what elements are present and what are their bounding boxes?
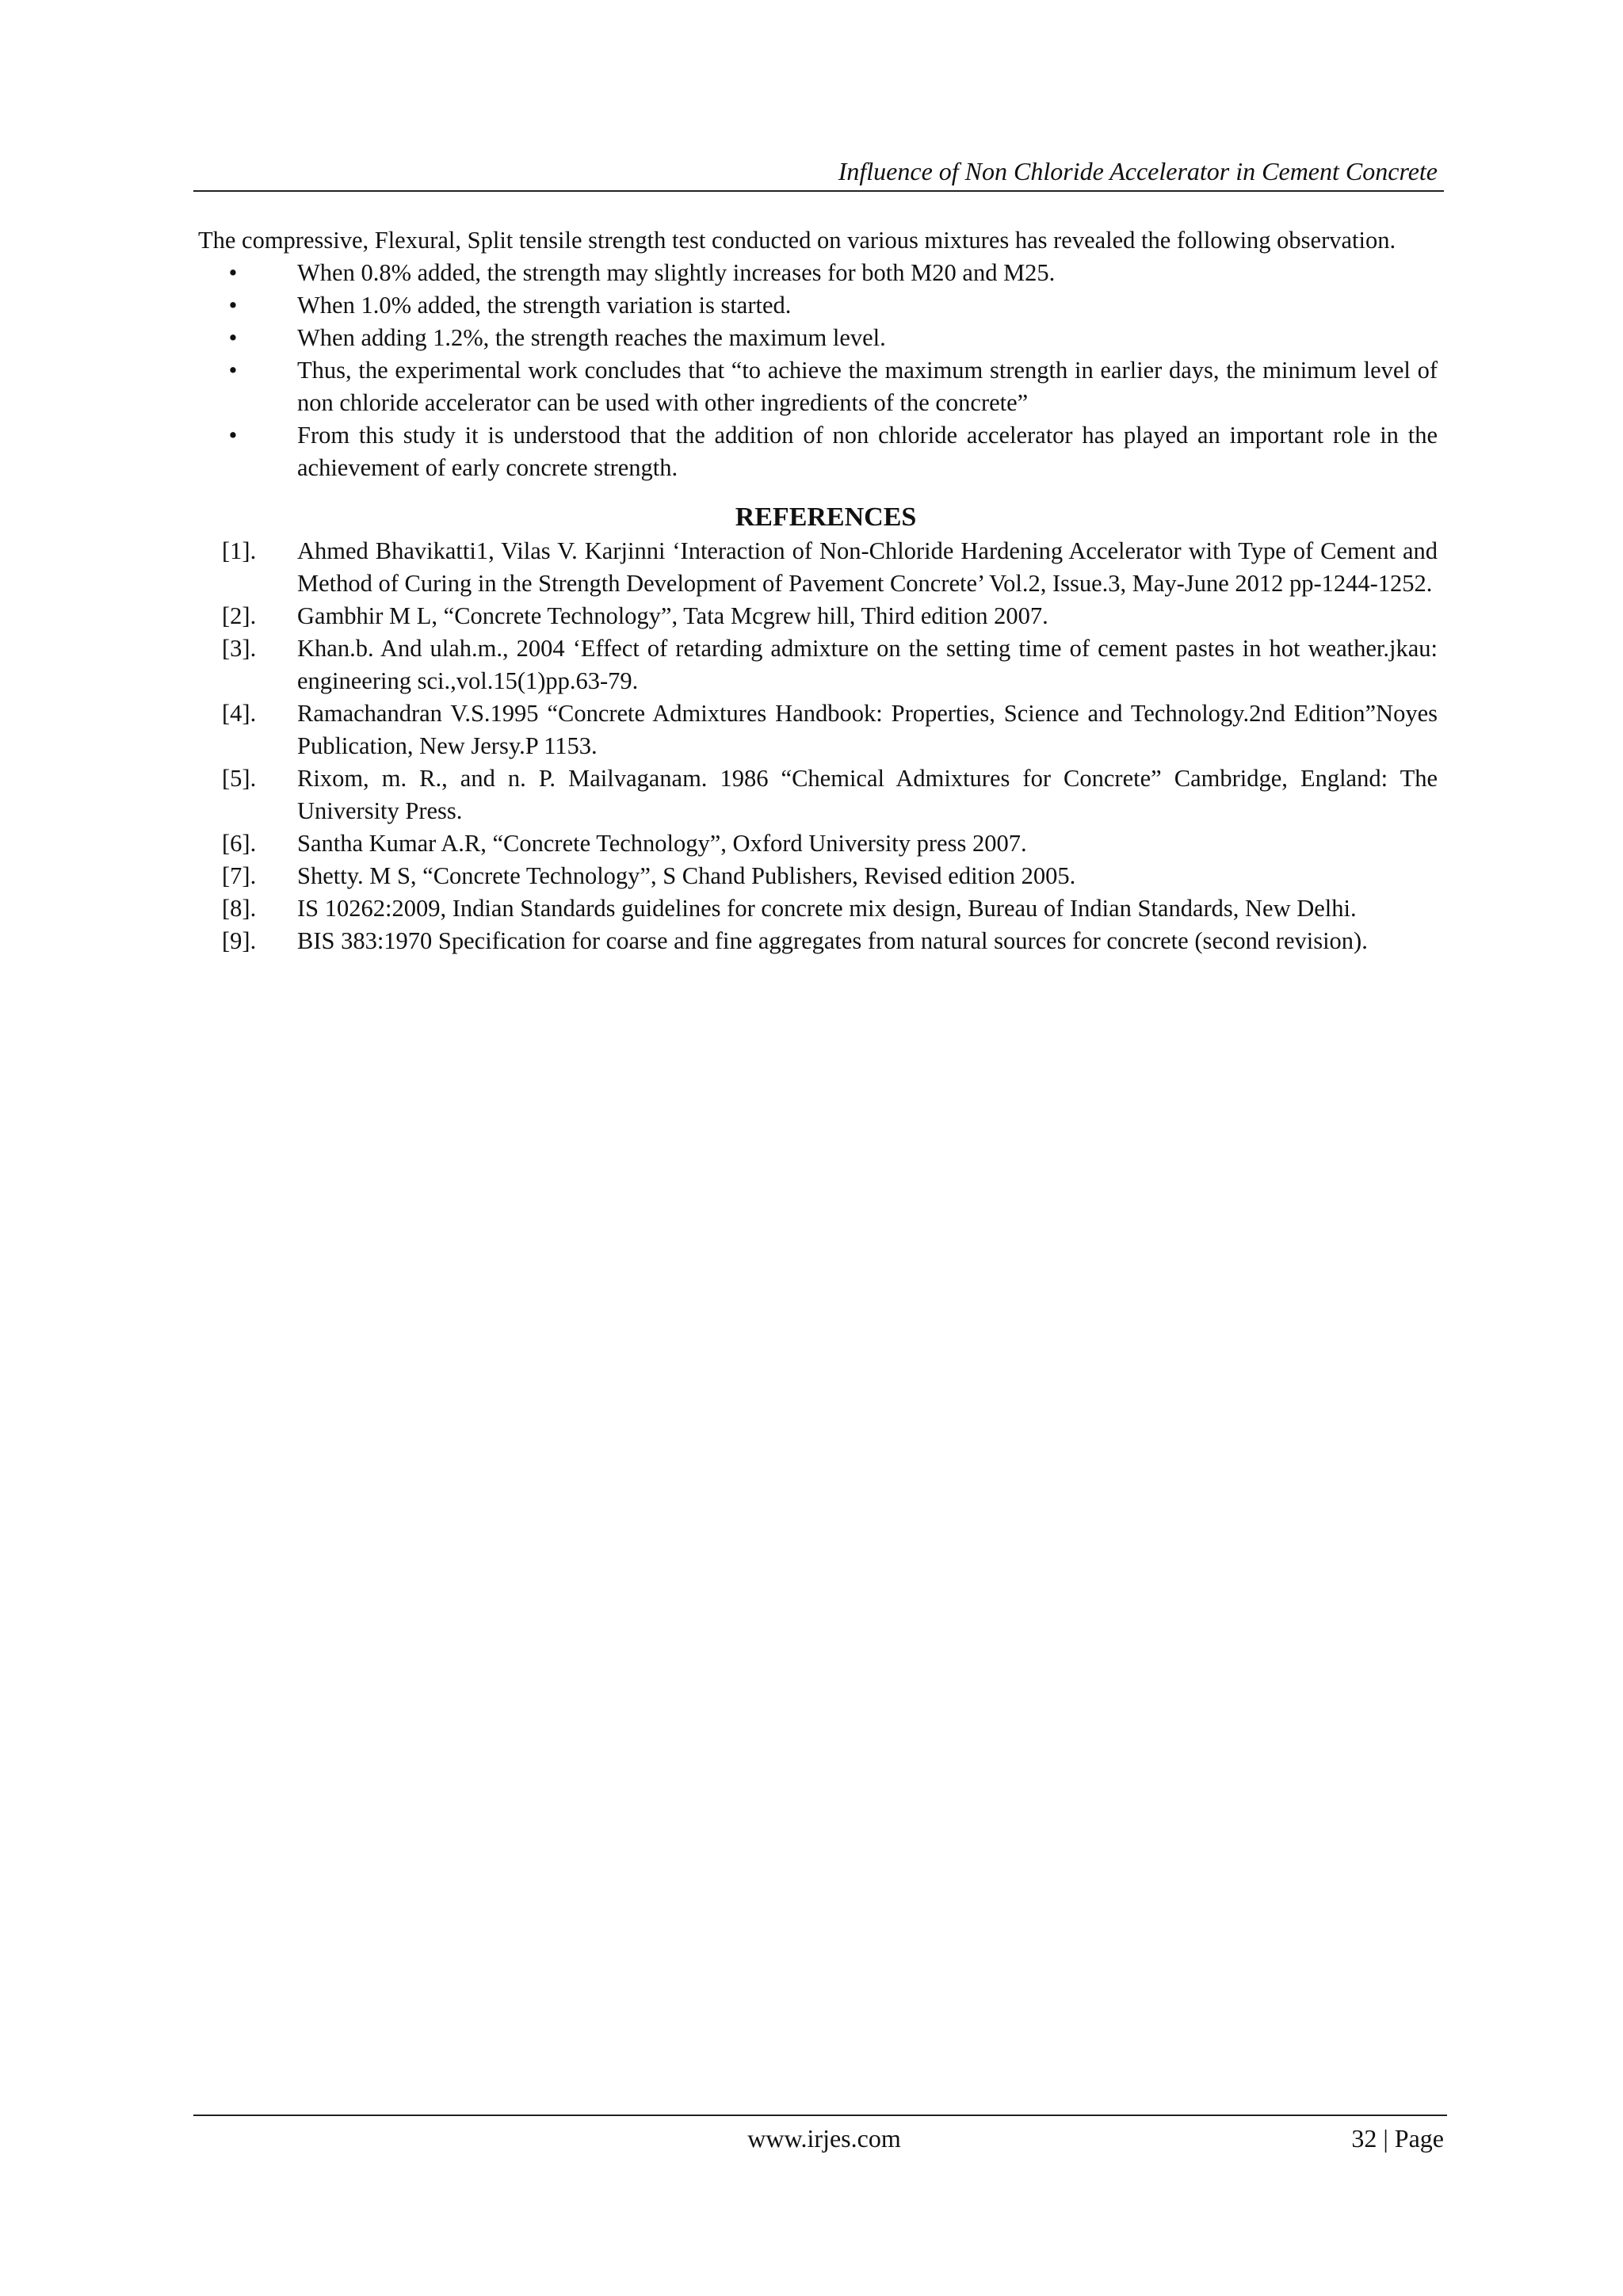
reference-text: Shetty. M S, “Concrete Technology”, S Chand Publishers, Revised edition 2005. (297, 862, 1076, 889)
conclusion-section (198, 224, 1438, 484)
reference-item (198, 827, 1438, 860)
running-header-title: Influence of Non Chloride Accelerator in Cement Concrete (838, 157, 1438, 185)
reference-list (198, 535, 1438, 957)
reference-text: Gambhir M L, “Concrete Technology”, Tata Mcgrew hill, Third edition 2007. (297, 602, 1048, 629)
footer-url: www.irjes.com (747, 2124, 901, 2153)
observation-item (198, 257, 1438, 289)
references-heading: REFERENCES (735, 502, 917, 532)
observation-item (198, 322, 1438, 354)
intro-paragraph: The compressive, Flexural, Split tensile strength test conducted on various mixtures has revealed the following observation. (198, 227, 1396, 254)
reference-item (198, 600, 1438, 632)
reference-item (198, 762, 1438, 827)
reference-item (198, 697, 1438, 762)
reference-text: BIS 383:1970 Specification for coarse and fine aggregates from natural sources for concrete (second revision). (297, 927, 1368, 954)
observation-text: When 0.8% added, the strength may slightly increases for both M20 and M25. (297, 259, 1056, 286)
observation-item (198, 354, 1438, 419)
reference-item (198, 860, 1438, 892)
observation-text: Thus, the experimental work concludes that “to achieve the maximum strength in earlier days, the minimum level of non chloride accelerator can be used with other ingredients of the concrete” (297, 357, 1438, 416)
header-divider (193, 190, 1444, 192)
observation-text: When adding 1.2%, the strength reaches the maximum level. (297, 324, 886, 351)
reference-number: [6]. (222, 830, 257, 857)
reference-text: Ahmed Bhavikatti1, Vilas V. Karjinni ‘Interaction of Non-Chloride Hardening Accelerator with Type of Cement and Method of Curing in the Strength Development of Pavement Concrete’ Vol.2, Issue.3, May-June 2012 pp-1244-1252. (297, 537, 1438, 597)
bullet-icon: • (228, 324, 238, 351)
observation-item (198, 419, 1438, 484)
observation-text: When 1.0% added, the strength variation is started. (297, 292, 792, 319)
bullet-icon: • (228, 357, 238, 384)
bullet-icon: • (228, 292, 238, 319)
reference-number: [7]. (222, 862, 257, 889)
reference-number: [5]. (222, 765, 257, 792)
main-content (198, 224, 1438, 957)
reference-text: IS 10262:2009, Indian Standards guidelines for concrete mix design, Bureau of Indian Standards, New Delhi. (297, 895, 1357, 922)
reference-text: Santha Kumar A.R, “Concrete Technology”, Oxford University press 2007. (297, 830, 1027, 857)
page-number: 32 | Page (1351, 2124, 1444, 2153)
reference-number: [9]. (222, 927, 257, 954)
reference-text: Rixom, m. R., and n. P. Mailvaganam. 1986 “Chemical Admixtures for Concrete” Cambridge, England: The University Press. (297, 765, 1438, 824)
reference-item (198, 925, 1438, 957)
bullet-icon: • (228, 422, 238, 449)
reference-number: [2]. (222, 602, 257, 629)
reference-number: [8]. (222, 895, 257, 922)
observation-item (198, 289, 1438, 322)
footer-divider (193, 2115, 1447, 2116)
reference-item (198, 535, 1438, 600)
reference-text: Ramachandran V.S.1995 “Concrete Admixtures Handbook: Properties, Science and Technology.2nd Edition”Noyes Publication, New Jersy.P 1153. (297, 700, 1438, 759)
observation-list (198, 257, 1438, 484)
reference-number: [1]. (222, 537, 257, 564)
reference-item (198, 892, 1438, 925)
observation-text: From this study it is understood that the addition of non chloride accelerator has played an important role in the achievement of early concrete strength. (297, 422, 1438, 481)
bullet-icon: • (228, 259, 238, 286)
reference-item (198, 632, 1438, 697)
reference-number: [3]. (222, 635, 257, 662)
reference-text: Khan.b. And ulah.m., 2004 ‘Effect of retarding admixture on the setting time of cement pastes in hot weather.jkau: engineering sci.,vol.15(1)pp.63-79. (297, 635, 1438, 694)
reference-number: [4]. (222, 700, 257, 727)
